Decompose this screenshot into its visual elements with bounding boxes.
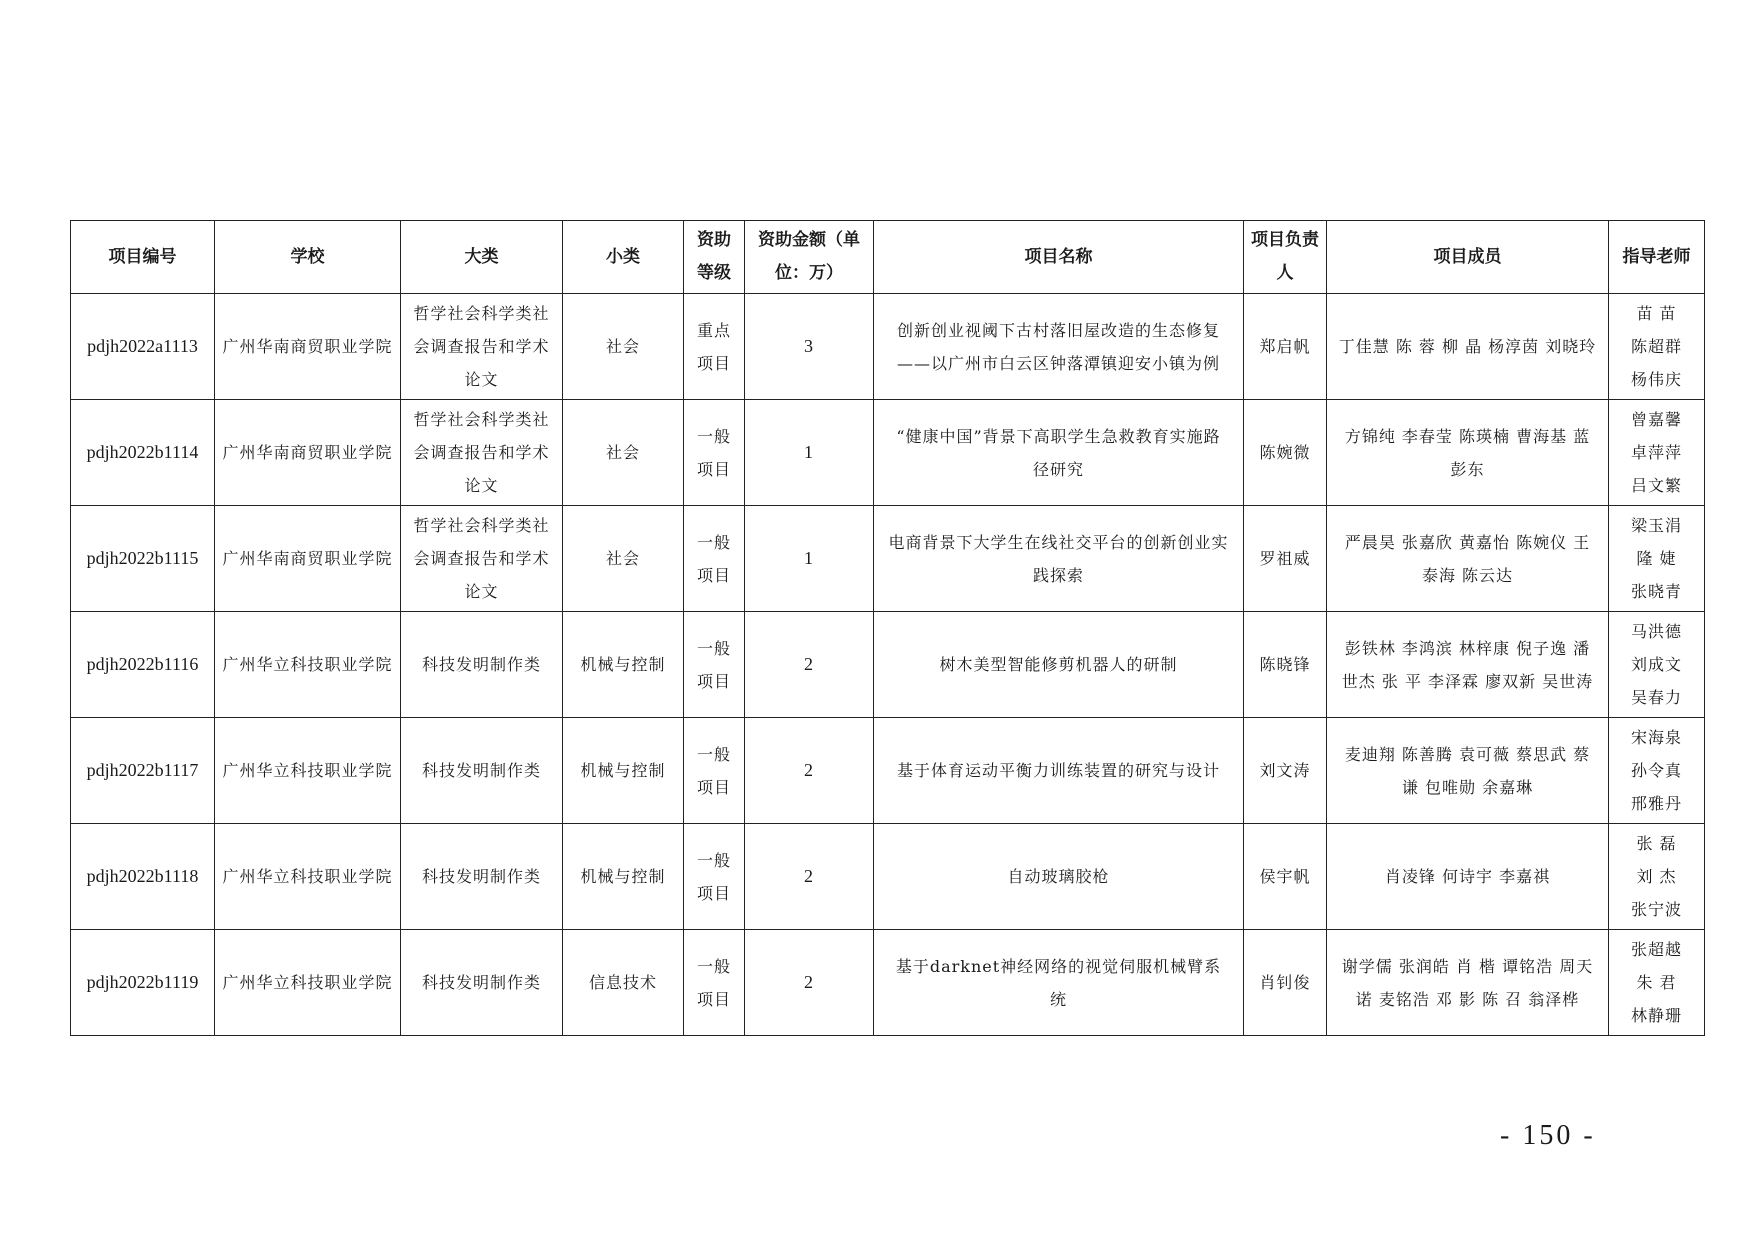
advisors-cell xyxy=(1609,824,1705,930)
table-row xyxy=(71,930,1705,1036)
project-title-cell: 基于darknet神经网络的视觉伺服机械臂系统 xyxy=(874,930,1244,1036)
amount-cell: 2 xyxy=(745,824,874,930)
subcategory-cell: 信息技术 xyxy=(563,930,684,1036)
project-table xyxy=(70,220,1705,1036)
subcategory-cell: 机械与控制 xyxy=(563,824,684,930)
amount-cell: 1 xyxy=(745,506,874,612)
advisor-name: 朱 君 xyxy=(1636,973,1677,992)
header-amount: 资助金额（单位：万） xyxy=(745,221,874,294)
members-cell: 丁佳慧 陈 蓉 柳 晶 杨淳茵 刘晓玲 xyxy=(1327,294,1609,400)
advisor-name: 张超越 xyxy=(1630,940,1682,959)
project-title-cell: 创新创业视阈下古村落旧屋改造的生态修复——以广州市白云区钟落潭镇迎安小镇为例 xyxy=(874,294,1244,400)
header-code: 项目编号 xyxy=(71,221,215,294)
project-title-cell: 电商背景下大学生在线社交平台的创新创业实践探索 xyxy=(874,506,1244,612)
project-code: pdjh2022b1119 xyxy=(71,930,215,1036)
header-members: 项目成员 xyxy=(1327,221,1609,294)
level-cell: 一般项目 xyxy=(684,506,745,612)
members-cell: 肖凌锋 何诗宇 李嘉祺 xyxy=(1327,824,1609,930)
project-title-cell: 自动玻璃胶枪 xyxy=(874,824,1244,930)
advisors-cell xyxy=(1609,400,1705,506)
members-cell: 方锦纯 李春莹 陈瑛楠 曹海基 蓝彭东 xyxy=(1327,400,1609,506)
school-cell: 广州华立科技职业学院 xyxy=(215,718,401,824)
header-title: 项目名称 xyxy=(874,221,1244,294)
header-category: 大类 xyxy=(401,221,563,294)
level-cell: 一般项目 xyxy=(684,824,745,930)
advisor-name: 孙令真 xyxy=(1630,761,1682,780)
project-code: pdjh2022b1118 xyxy=(71,824,215,930)
advisor-name: 邢雅丹 xyxy=(1630,794,1682,813)
header-leader: 项目负责人 xyxy=(1244,221,1327,294)
subcategory-cell: 社会 xyxy=(563,400,684,506)
header-advisors: 指导老师 xyxy=(1609,221,1705,294)
leader-cell: 刘文涛 xyxy=(1244,718,1327,824)
category-cell: 科技发明制作类 xyxy=(401,612,563,718)
school-cell: 广州华南商贸职业学院 xyxy=(215,506,401,612)
advisor-name: 张晓青 xyxy=(1630,582,1682,601)
advisor-name: 刘成文 xyxy=(1630,655,1682,674)
amount-cell: 1 xyxy=(745,400,874,506)
project-code: pdjh2022b1117 xyxy=(71,718,215,824)
leader-cell: 肖钊俊 xyxy=(1244,930,1327,1036)
header-school: 学校 xyxy=(215,221,401,294)
project-code: pdjh2022b1114 xyxy=(71,400,215,506)
page-number: - 150 - xyxy=(1500,1120,1596,1151)
advisors-cell xyxy=(1609,294,1705,400)
project-title-cell: 树木美型智能修剪机器人的研制 xyxy=(874,612,1244,718)
table-row xyxy=(71,612,1705,718)
project-code: pdjh2022b1116 xyxy=(71,612,215,718)
advisor-name: 卓萍萍 xyxy=(1630,443,1682,462)
table-row xyxy=(71,824,1705,930)
advisors-cell xyxy=(1609,930,1705,1036)
advisor-name: 张 磊 xyxy=(1636,834,1677,853)
advisor-name: 吴春力 xyxy=(1630,688,1682,707)
advisors-cell xyxy=(1609,718,1705,824)
category-cell: 哲学社会科学类社会调查报告和学术论文 xyxy=(401,506,563,612)
advisor-name: 马洪德 xyxy=(1630,622,1682,641)
advisors-cell xyxy=(1609,506,1705,612)
table-row xyxy=(71,506,1705,612)
table-row xyxy=(71,400,1705,506)
table-row xyxy=(71,294,1705,400)
school-cell: 广州华南商贸职业学院 xyxy=(215,294,401,400)
table-row xyxy=(71,718,1705,824)
subcategory-cell: 机械与控制 xyxy=(563,718,684,824)
school-cell: 广州华南商贸职业学院 xyxy=(215,400,401,506)
advisor-name: 梁玉涓 xyxy=(1630,516,1682,535)
advisor-name: 吕文繁 xyxy=(1630,476,1682,495)
school-cell: 广州华立科技职业学院 xyxy=(215,612,401,718)
school-cell: 广州华立科技职业学院 xyxy=(215,824,401,930)
advisor-name: 杨伟庆 xyxy=(1630,370,1682,389)
project-code: pdjh2022b1115 xyxy=(71,506,215,612)
amount-cell: 2 xyxy=(745,718,874,824)
members-cell: 麦迪翔 陈善腾 袁可薇 蔡思武 蔡 谦 包唯勋 余嘉琳 xyxy=(1327,718,1609,824)
header-level: 资助等级 xyxy=(684,221,745,294)
project-title-cell: “健康中国”背景下高职学生急救教育实施路径研究 xyxy=(874,400,1244,506)
subcategory-cell: 机械与控制 xyxy=(563,612,684,718)
category-cell: 哲学社会科学类社会调查报告和学术论文 xyxy=(401,400,563,506)
project-code: pdjh2022a1113 xyxy=(71,294,215,400)
level-cell: 一般项目 xyxy=(684,612,745,718)
project-title-cell: 基于体育运动平衡力训练装置的研究与设计 xyxy=(874,718,1244,824)
level-cell: 重点项目 xyxy=(684,294,745,400)
advisor-name: 宋海泉 xyxy=(1630,728,1682,747)
advisor-name: 林静珊 xyxy=(1630,1006,1682,1025)
advisor-name: 苗 苗 xyxy=(1636,304,1677,323)
members-cell: 彭铁林 李鸿滨 林梓康 倪子逸 潘世杰 张 平 李泽霖 廖双新 吴世涛 xyxy=(1327,612,1609,718)
header-subcategory: 小类 xyxy=(563,221,684,294)
category-cell: 科技发明制作类 xyxy=(401,824,563,930)
leader-cell: 罗祖威 xyxy=(1244,506,1327,612)
leader-cell: 陈婉微 xyxy=(1244,400,1327,506)
advisor-name: 张宁波 xyxy=(1630,900,1682,919)
amount-cell: 2 xyxy=(745,612,874,718)
category-cell: 科技发明制作类 xyxy=(401,930,563,1036)
members-cell: 谢学儒 张润皓 肖 楷 谭铭浩 周天诺 麦铭浩 邓 影 陈 召 翁泽桦 xyxy=(1327,930,1609,1036)
level-cell: 一般项目 xyxy=(684,718,745,824)
advisors-cell xyxy=(1609,612,1705,718)
advisor-name: 陈超群 xyxy=(1630,337,1682,356)
school-cell: 广州华立科技职业学院 xyxy=(215,930,401,1036)
level-cell: 一般项目 xyxy=(684,930,745,1036)
leader-cell: 陈晓锋 xyxy=(1244,612,1327,718)
advisor-name: 隆 婕 xyxy=(1636,549,1677,568)
table-header-row xyxy=(71,221,1705,294)
level-cell: 一般项目 xyxy=(684,400,745,506)
members-cell: 严晨昊 张嘉欣 黄嘉怡 陈婉仪 王泰海 陈云达 xyxy=(1327,506,1609,612)
leader-cell: 侯宇帆 xyxy=(1244,824,1327,930)
advisor-name: 曾嘉馨 xyxy=(1630,410,1682,429)
category-cell: 哲学社会科学类社会调查报告和学术论文 xyxy=(401,294,563,400)
amount-cell: 2 xyxy=(745,930,874,1036)
amount-cell: 3 xyxy=(745,294,874,400)
subcategory-cell: 社会 xyxy=(563,506,684,612)
subcategory-cell: 社会 xyxy=(563,294,684,400)
leader-cell: 郑启帆 xyxy=(1244,294,1327,400)
category-cell: 科技发明制作类 xyxy=(401,718,563,824)
advisor-name: 刘 杰 xyxy=(1636,867,1677,886)
